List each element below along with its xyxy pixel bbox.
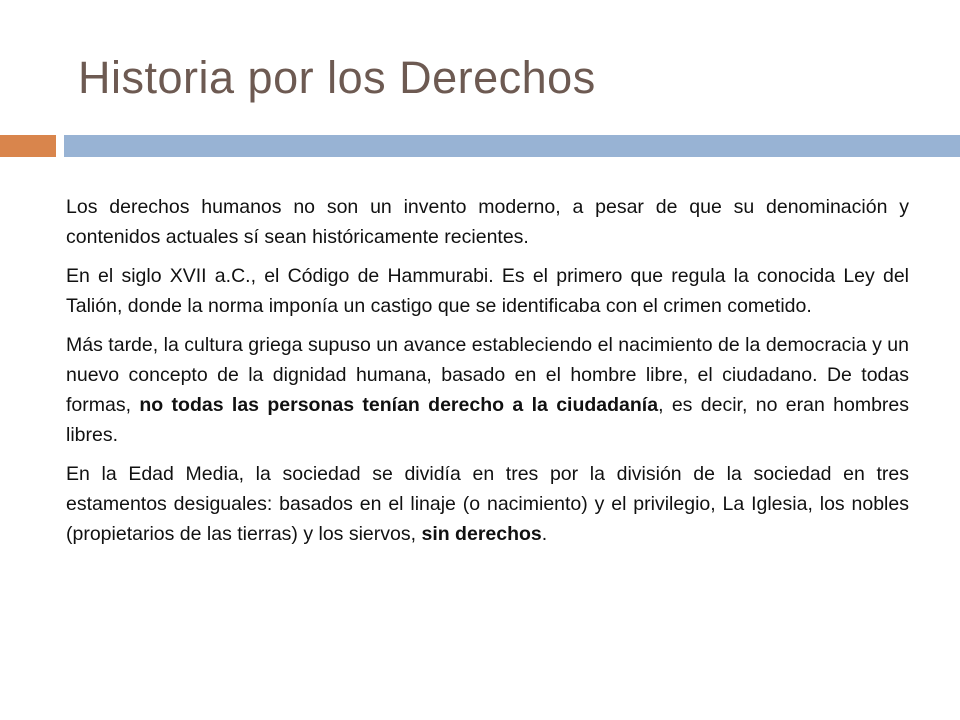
paragraph-emphasis: sin derechos xyxy=(421,523,542,545)
paragraph-origins xyxy=(66,192,909,252)
paragraph-text: , es decir, no eran hombres libres. xyxy=(66,394,910,446)
paragraph-text: En el siglo XVII a.C., el Código de Hammurabi. Es el primero que regula la conocida Ley del Talión, donde la norma imponía un castigo que se identificaba con el crimen cometido. xyxy=(66,265,909,317)
paragraph-hammurabi xyxy=(66,261,909,321)
paragraph-text: Más tarde, la cultura griega supuso un avance estableciendo el nacimiento de la democracia y un nuevo concepto de la dignidad humana, basado en el hombre libre, el ciudadano. De todas formas, xyxy=(66,334,909,416)
slide-body xyxy=(66,192,909,558)
paragraph-text: . xyxy=(541,523,548,545)
paragraph-middle-ages xyxy=(66,459,909,549)
slide-title: Historia por los Derechos xyxy=(78,52,596,103)
blue-accent-bar xyxy=(64,135,960,157)
orange-accent-bar xyxy=(0,135,56,157)
paragraph-greek-culture xyxy=(66,330,909,450)
paragraph-emphasis: no todas las personas tenían derecho a la ciudadanía xyxy=(139,394,659,416)
paragraph-text: En la Edad Media, la sociedad se dividía en tres por la división de la sociedad en tres estamentos desiguales: basados en el linaje (o nacimiento) y el privilegio, La Iglesia, los nobles (propietarios de las tierras) y los siervos, xyxy=(66,463,909,545)
paragraph-text: Los derechos humanos no son un invento moderno, a pesar de que su denominación y contenidos actuales sí sean históricamente recientes. xyxy=(66,196,909,248)
